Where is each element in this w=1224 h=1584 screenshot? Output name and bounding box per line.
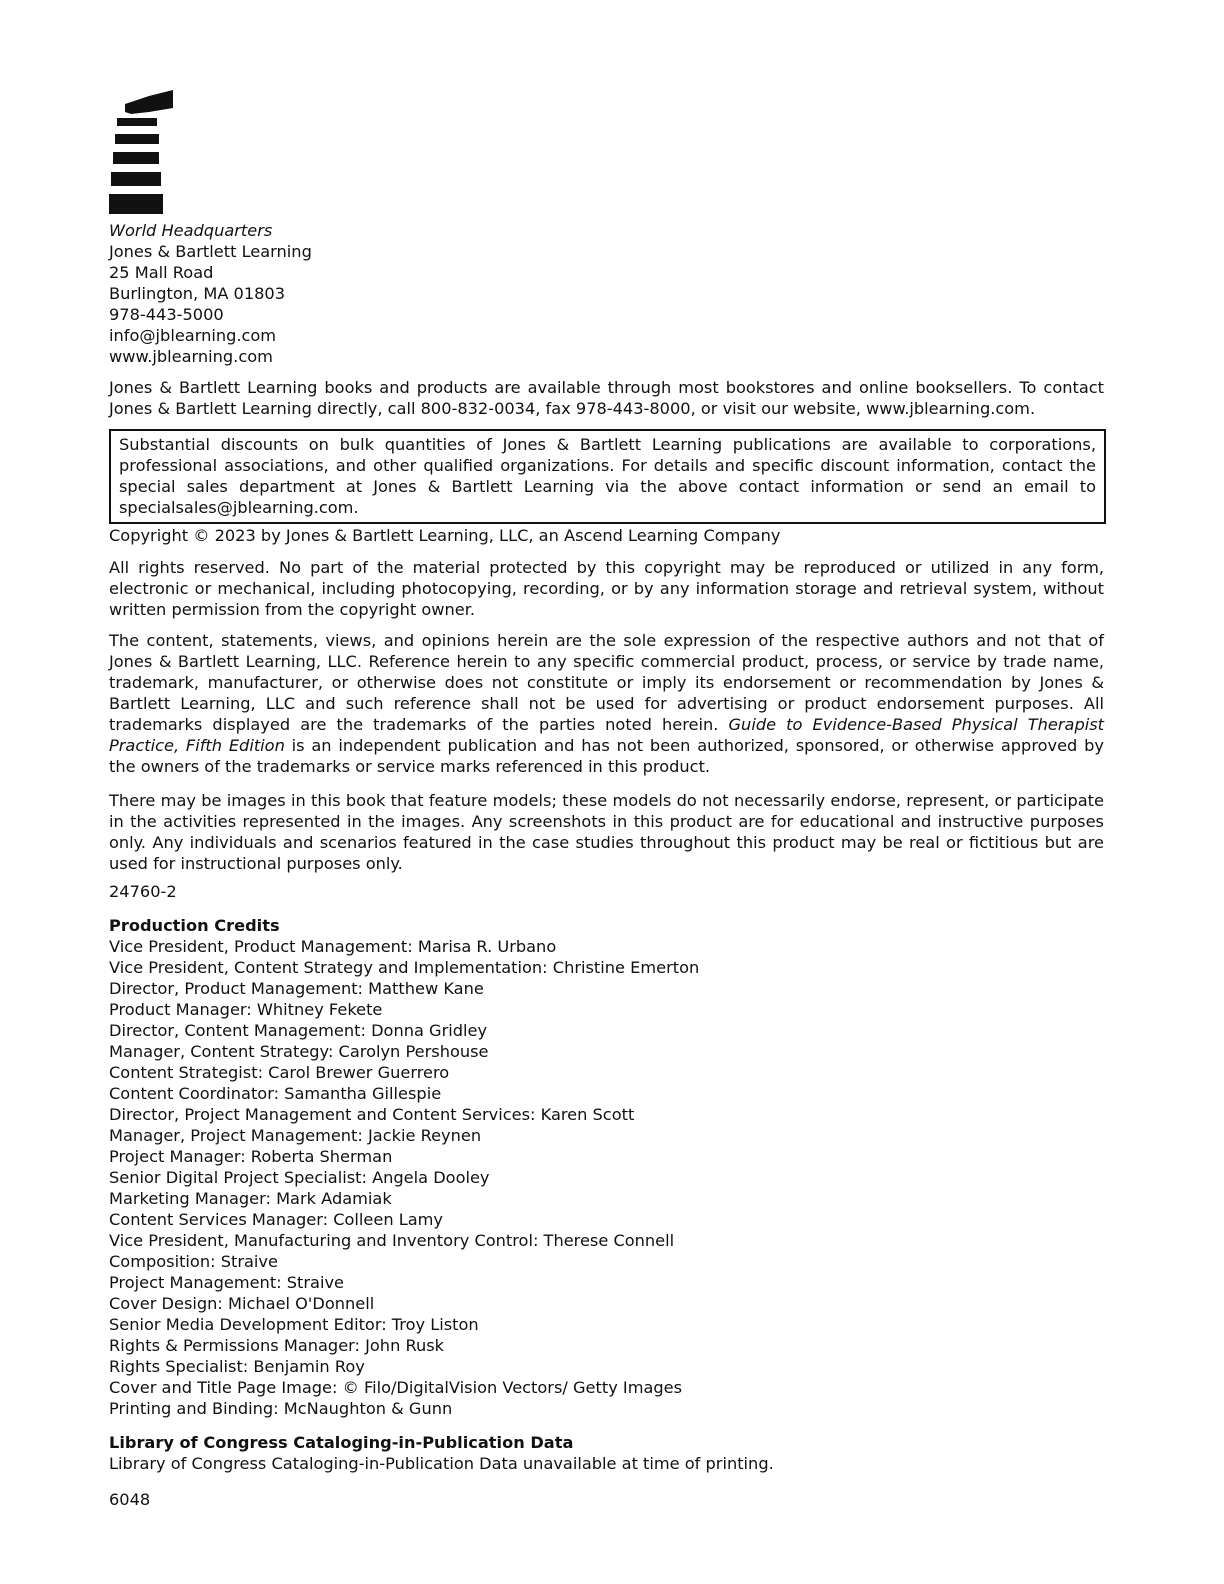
credit-line: Manager, Content Strategy: Carolyn Pershouse: [109, 1042, 489, 1061]
credit-line: Composition: Straive: [109, 1252, 278, 1271]
credit-line: Content Services Manager: Colleen Lamy: [109, 1210, 444, 1229]
credit-line: Senior Media Development Editor: Troy Liston: [109, 1315, 479, 1334]
credit-line: Manager, Project Management: Jackie Reynen: [109, 1126, 482, 1145]
address-line: Burlington, MA 01803: [109, 284, 286, 303]
credit-line: Vice President, Manufacturing and Inventory Control: Therese Connell: [109, 1231, 675, 1250]
credit-line: Director, Project Management and Content Services: Karen Scott: [109, 1105, 635, 1124]
credit-line: Product Manager: Whitney Fekete: [109, 1000, 383, 1019]
address-email: info@jblearning.com: [109, 326, 277, 345]
credit-line: Content Strategist: Carol Brewer Guerrero: [109, 1063, 450, 1082]
address-website: www.jblearning.com: [109, 347, 273, 366]
disclaimer-text-before: The content, statements, views, and opinions herein are the sole expression of the respective authors and not that of Jones & Bartlett Learning, LLC. Reference herein to any specific commercial product, process, or service by trade name, trademark, manufacturer, or otherwise does not constitute or imply its endorsement or recommendation by Jones & Bartlett Learning, LLC and such reference shall not be used for advertising or product endorsement purposes. All trademarks displayed are the trademarks of the parties noted herein.: [109, 631, 1104, 734]
credit-line: Cover and Title Page Image: © Filo/DigitalVision Vectors/ Getty Images: [109, 1378, 683, 1397]
rights-paragraph: All rights reserved. No part of the material protected by this copyright may be reproduced or utilized in any form, electronic or mechanical, including photocopying, recording, or by any information storage and retrieval system, without written permission from the copyright owner.: [109, 558, 1104, 619]
address-line: 978-443-5000: [109, 305, 224, 324]
models-notice-paragraph: There may be images in this book that feature models; these models do not necessarily endorse, represent, or participate in the activities represented in the images. Any screenshots in this product are for educational and instructive purposes only. Any individuals and scenarios featured in the case studies throughout this product may be real or fictitious but are used for instructional purposes only.: [109, 791, 1104, 873]
lighthouse-icon: [109, 90, 175, 214]
credit-line: Content Coordinator: Samantha Gillespie: [109, 1084, 442, 1103]
credit-line: Director, Product Management: Matthew Kane: [109, 979, 484, 998]
print-code-bottom: 6048: [109, 1490, 151, 1509]
library-of-congress: [109, 1432, 774, 1474]
credit-line: Project Manager: Roberta Sherman: [109, 1147, 393, 1166]
book-title: Guide to Evidence-Based Physical Therapist Practice, Fifth Edition: [109, 715, 1104, 755]
availability-paragraph: Jones & Bartlett Learning books and products are available through most bookstores and online booksellers. To contact Jones & Bartlett Learning directly, call 800-832-0034, fax 978-443-8000, or visit our website, www.jblearning.com.: [109, 378, 1104, 418]
discount-box: Substantial discounts on bulk quantities of Jones & Bartlett Learning publications are available to corporations, professional associations, and other qualified organizations. For details and specific discount information, contact the special sales department at Jones & Bartlett Learning via the above contact information or send an email to specialsales@jblearning.com.: [109, 429, 1106, 524]
copyright-line: Copyright © 2023 by Jones & Bartlett Learning, LLC, an Ascend Learning Company: [109, 526, 781, 545]
disclaimer-text-after: is an independent publication and has not been authorized, sponsored, or otherwise approved by the owners of the trademarks or service marks referenced in this product.: [109, 736, 1104, 776]
credit-line: Marketing Manager: Mark Adamiak: [109, 1189, 392, 1208]
credit-line: Vice President, Content Strategy and Implementation: Christine Emerton: [109, 958, 700, 977]
library-text: Library of Congress Cataloging-in-Publication Data unavailable at time of printing.: [109, 1454, 774, 1473]
credit-line: Cover Design: Michael O'Donnell: [109, 1294, 375, 1313]
library-heading: Library of Congress Cataloging-in-Publication Data: [109, 1433, 574, 1452]
credit-line: Rights Specialist: Benjamin Roy: [109, 1357, 365, 1376]
address-block: [109, 220, 312, 367]
credit-line: Vice President, Product Management: Marisa R. Urbano: [109, 937, 557, 956]
credit-line: Project Management: Straive: [109, 1273, 344, 1292]
credit-line: Senior Digital Project Specialist: Angela Dooley: [109, 1168, 490, 1187]
credit-line: Rights & Permissions Manager: John Rusk: [109, 1336, 445, 1355]
production-credits-heading: Production Credits: [109, 916, 280, 935]
credit-line: Director, Content Management: Donna Gridley: [109, 1021, 488, 1040]
address-line: Jones & Bartlett Learning: [109, 242, 312, 261]
print-code-top: 24760-2: [109, 882, 177, 901]
address-line: 25 Mall Road: [109, 263, 214, 282]
disclaimer-paragraph: [109, 630, 1104, 777]
credit-line: Printing and Binding: McNaughton & Gunn: [109, 1399, 453, 1418]
address-heading: World Headquarters: [109, 221, 273, 240]
production-credits: [109, 915, 699, 1419]
